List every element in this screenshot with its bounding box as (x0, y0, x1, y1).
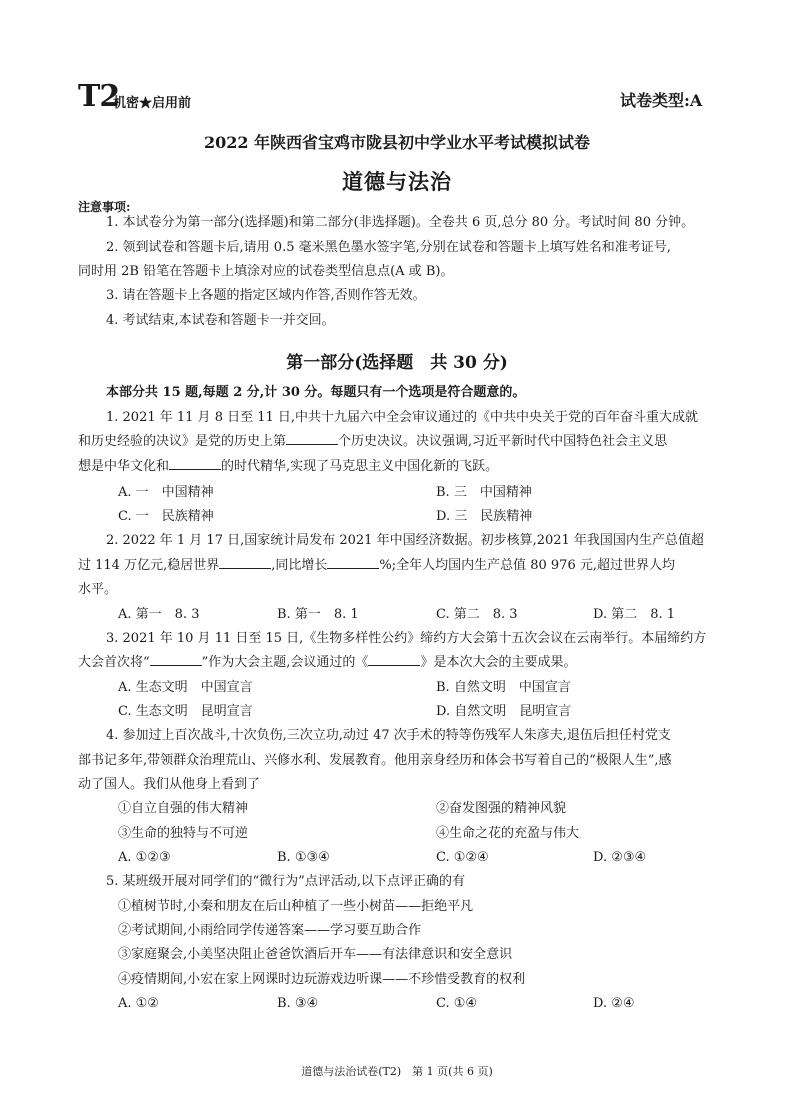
statement: ④疫情期间,小宏在家上网课时边玩游戏边听课——不珍惜受教育的权利 (118, 972, 526, 987)
option: B. 三 中国精神 (436, 485, 532, 500)
statement: ①自立自强的伟大精神 (118, 801, 249, 816)
answer-blank (150, 653, 202, 666)
exam-title: 2022 年陕西省宝鸡市陇县初中学业水平考试模拟试卷 (203, 133, 591, 152)
question-line: 和历史经验的决议》是党的历史上第 个历史决议。决议强调,习近平新时代中国特色社会主义思 (78, 434, 668, 449)
answer-blank (169, 457, 221, 470)
option: B. 自然文明 中国宣言 (436, 680, 571, 695)
note-item: 4. 考试结束,本试卷和答题卡一并交回。 (106, 313, 335, 328)
note-item: 1. 本试卷分为第一部分(选择题)和第二部分(非选择题)。全卷共 6 页,总分 80 分。考试时间 80 分钟。 (106, 215, 695, 230)
part1-intro: 本部分共 15 题,每题 2 分,计 30 分。每题只有一个选项是符合题意的。 (106, 385, 526, 400)
question-line: 1. 2021 年 11 月 8 日至 11 日,中共十九届六中全会审议通过的《中共中央关于党的百年奋斗重大成就 (106, 410, 699, 425)
note-item: 同时用 2B 铅笔在答题卡上填涂对应的试卷类型信息点(A 或 B)。 (78, 264, 454, 279)
option: C. ①②④ (436, 850, 489, 865)
paper-code: T2 (78, 79, 120, 114)
option: C. ①④ (436, 996, 478, 1011)
option: C. 生态文明 昆明宣言 (118, 704, 253, 719)
option: B. ③④ (277, 996, 319, 1011)
answer-blank (286, 432, 338, 445)
note-item: 2. 领到试卷和答题卡后,请用 0.5 毫米黑色墨水签字笔,分别在试卷和答题卡上填写姓名和准考证号, (106, 240, 671, 255)
option: A. ①②③ (118, 850, 171, 865)
question-line: 4. 参加过上百次战斗,十次负伤,三次立功,动过 47 次手术的特等伤残军人朱彦夫,退伍后担任村党支 (106, 728, 671, 743)
paper-type: 试卷类型:A (620, 91, 703, 110)
statement: ②奋发图强的精神风貌 (436, 801, 567, 816)
option: D. ②④ (593, 996, 635, 1011)
question-line: 过 114 万亿元,稳居世界 ,同比增长 %;全年人均国内生产总值 80 976 元,超过世界人均 (78, 558, 675, 573)
question-line: 水平。 (78, 582, 118, 597)
question-line: 大会首次将“ ”作为大会主题,会议通过的《 》是本次大会的主要成果。 (78, 655, 577, 670)
question-line: 2. 2022 年 1 月 17 日,国家统计局发布 2021 年中国经济数据。初步核算,2021 年我国国内生产总值超 (106, 533, 704, 548)
question-line: 想是中华文化和 的时代精华,实现了马克思主义中国化新的飞跃。 (78, 459, 499, 474)
option: C. 一 民族精神 (118, 509, 214, 524)
option: B. ①③④ (277, 850, 330, 865)
statement: ③家庭聚会,小美坚决阻止爸爸饮酒后开车——有法律意识和安全意识 (118, 947, 513, 962)
option: D. ②③④ (593, 850, 647, 865)
option: C. 第二 8. 3 (436, 607, 518, 622)
option: A. 一 中国精神 (118, 485, 214, 500)
statement: ②考试期间,小雨给同学传递答案——学习要互助合作 (118, 923, 422, 938)
page-footer: 道德与法治试卷(T2) 第 1 页(共 6 页) (301, 1065, 493, 1078)
secret-label: 机密★启用前 (113, 96, 192, 111)
statement: ③生命的独特与不可逆 (118, 826, 249, 841)
question-line: 3. 2021 年 10 月 11 日至 15 日,《生物多样性公约》缔约方大会第十五次会议在云南举行。本届缔约方 (106, 631, 707, 646)
option: A. ①② (118, 996, 159, 1011)
answer-blank (368, 653, 420, 666)
option: B. 第一 8. 1 (277, 607, 359, 622)
answer-blank (219, 556, 271, 569)
option: D. 三 民族精神 (436, 509, 533, 524)
statement: ④生命之花的充盈与伟大 (436, 826, 580, 841)
notes-heading: 注意事项: (78, 200, 131, 214)
option: D. 第二 8. 1 (593, 607, 676, 622)
statement: ①植树节时,小秦和朋友在后山种植了一些小树苗——拒绝平凡 (118, 899, 474, 914)
question-line: 5. 某班级开展对同学们的“微行为”点评活动,以下点评正确的有 (106, 874, 465, 889)
subject-title: 道德与法治 (342, 169, 452, 194)
part1-heading: 第一部分(选择题 共 30 分) (286, 353, 508, 373)
option: A. 第一 8. 3 (118, 607, 200, 622)
answer-blank (327, 556, 379, 569)
question-line: 动了国人。我们从他身上看到了 (78, 777, 261, 792)
note-item: 3. 请在答题卡上各题的指定区域内作答,否则作答无效。 (106, 288, 426, 303)
option: A. 生态文明 中国宣言 (118, 680, 253, 695)
question-line: 部书记多年,带领群众治理荒山、兴修水利、发展教育。他用亲身经历和体会书写着自己的“极限人生”,感 (78, 753, 672, 768)
option: D. 自然文明 昆明宣言 (436, 704, 572, 719)
